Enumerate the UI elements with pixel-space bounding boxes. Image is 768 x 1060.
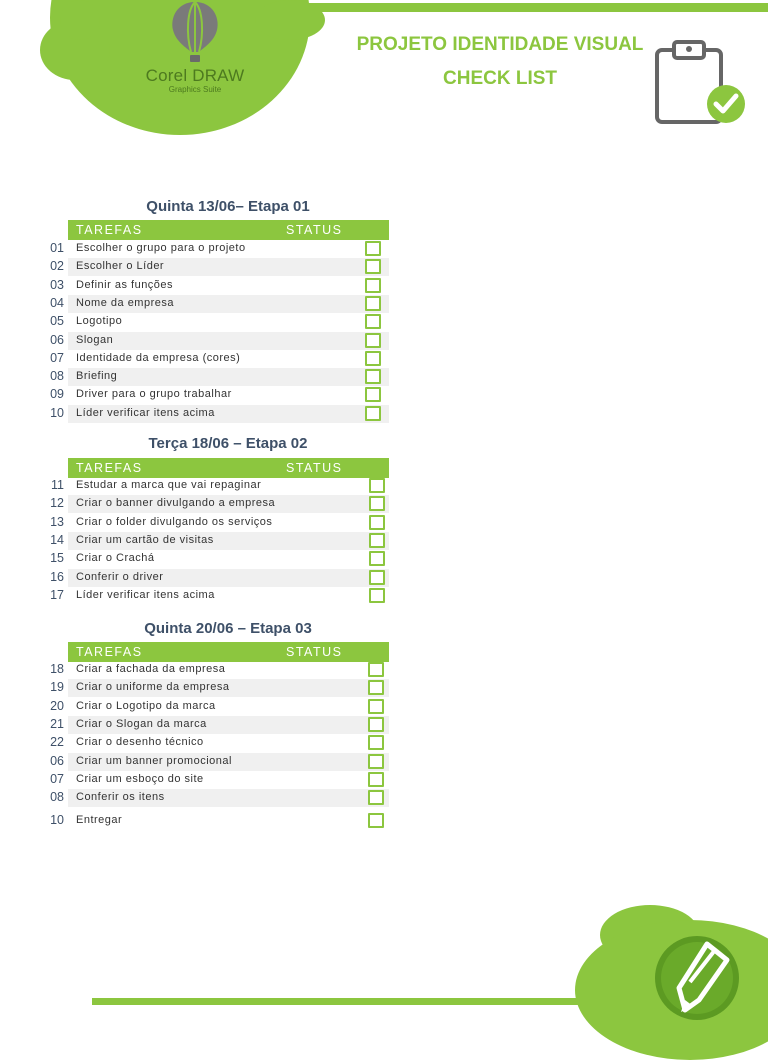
status-checkbox[interactable] <box>369 515 385 530</box>
table-row <box>0 789 390 807</box>
table-row <box>0 514 390 532</box>
task-number: 06 <box>50 753 64 768</box>
status-checkbox[interactable] <box>365 369 381 384</box>
table-row <box>0 698 390 716</box>
table-row <box>0 313 390 331</box>
task-label: Criar o Crachá <box>76 552 155 565</box>
table-row <box>0 812 390 830</box>
table-row <box>0 332 390 350</box>
table-row <box>0 295 390 313</box>
task-number: 01 <box>50 241 64 255</box>
task-label: Criar o folder divulgando os serviços <box>76 515 273 528</box>
tasks-column-header: TAREFAS <box>76 461 143 475</box>
table-row <box>0 679 390 697</box>
task-number: 16 <box>50 569 64 584</box>
task-cell <box>68 386 389 404</box>
task-cell <box>68 587 389 605</box>
corel-draw-logo <box>120 0 270 110</box>
task-number: 20 <box>50 698 64 713</box>
section-2-table-header <box>68 458 389 478</box>
task-cell <box>68 477 389 495</box>
task-cell <box>68 532 389 550</box>
task-cell <box>68 716 389 734</box>
task-label: Líder verificar itens acima <box>76 406 215 419</box>
balloon-icon <box>167 0 223 64</box>
task-label: Conferir os itens <box>76 791 165 804</box>
top-accent-bar <box>300 3 768 12</box>
task-number: 05 <box>50 314 64 329</box>
task-label: Entregar <box>76 814 123 827</box>
table-row <box>0 753 390 771</box>
table-row <box>0 532 390 550</box>
page-title-line2: CHECK LIST <box>443 68 557 89</box>
task-number: 13 <box>50 514 64 529</box>
status-checkbox[interactable] <box>368 772 384 787</box>
task-cell <box>68 277 389 295</box>
task-number: 10 <box>50 813 64 828</box>
table-row <box>0 258 390 276</box>
task-cell <box>68 313 389 331</box>
task-number: 22 <box>50 735 64 750</box>
task-cell <box>68 679 389 697</box>
table-row <box>0 368 390 386</box>
task-label: Criar a fachada da empresa <box>76 663 226 675</box>
task-label: Driver para o grupo trabalhar <box>76 388 232 401</box>
status-checkbox[interactable] <box>365 296 381 311</box>
table-row <box>0 550 390 568</box>
task-number: 15 <box>50 551 64 566</box>
task-number: 17 <box>50 587 64 602</box>
status-checkbox[interactable] <box>365 387 381 402</box>
table-row <box>0 277 390 295</box>
page-title-line1: PROJETO IDENTIDADE VISUAL <box>356 34 644 55</box>
table-row <box>0 569 390 587</box>
task-cell <box>68 550 389 568</box>
task-label: Criar um cartão de visitas <box>76 533 214 546</box>
status-checkbox[interactable] <box>368 699 384 714</box>
status-checkbox[interactable] <box>369 551 385 566</box>
task-number: 21 <box>50 716 64 731</box>
task-number: 08 <box>50 369 64 384</box>
task-label: Escolher o Líder <box>76 260 165 273</box>
task-number: 08 <box>50 790 64 805</box>
section-2-title: Terça 18/06 – Etapa 02 <box>148 435 308 452</box>
task-cell <box>68 368 389 386</box>
task-cell <box>68 405 389 423</box>
status-column-header: STATUS <box>286 223 343 237</box>
task-number: 09 <box>50 387 64 402</box>
task-label: Criar o uniforme da empresa <box>76 681 230 694</box>
task-label: Slogan <box>76 333 114 346</box>
task-cell <box>68 495 389 513</box>
task-number: 03 <box>50 277 64 292</box>
status-checkbox[interactable] <box>365 259 381 274</box>
pen-nib-icon <box>645 930 750 1020</box>
bottom-accent-bar <box>92 998 612 1005</box>
section-1-title: Quinta 13/06– Etapa 01 <box>146 198 310 215</box>
task-number: 18 <box>50 662 64 676</box>
task-number: 11 <box>51 478 64 492</box>
status-checkbox[interactable] <box>369 570 385 585</box>
task-cell <box>68 698 389 716</box>
table-row <box>0 495 390 513</box>
task-label: Criar o desenho técnico <box>76 736 204 749</box>
task-label: Logotipo <box>76 315 123 328</box>
task-cell <box>68 771 389 789</box>
table-row <box>0 405 390 423</box>
table-row <box>0 386 390 404</box>
logo-subtitle: Graphics Suite <box>168 85 222 94</box>
section-3-title: Quinta 20/06 – Etapa 03 <box>144 620 312 637</box>
task-number: 07 <box>50 350 64 365</box>
task-label: Criar o Logotipo da marca <box>76 699 216 712</box>
task-label: Criar o Slogan da marca <box>76 717 207 730</box>
header-green-splash-small <box>60 0 100 40</box>
task-number: 12 <box>50 496 64 511</box>
status-checkbox[interactable] <box>365 314 381 329</box>
task-cell <box>68 569 389 587</box>
status-checkbox[interactable] <box>368 790 384 805</box>
task-cell <box>68 295 389 313</box>
status-checkbox[interactable] <box>368 662 384 677</box>
status-checkbox[interactable] <box>369 496 385 511</box>
task-cell <box>68 812 389 830</box>
table-row <box>0 350 390 368</box>
task-label: Criar um banner promocional <box>76 754 232 767</box>
task-number: 10 <box>50 405 64 420</box>
status-checkbox[interactable] <box>365 278 381 293</box>
status-checkbox[interactable] <box>369 533 385 548</box>
task-number: 19 <box>50 680 64 695</box>
task-cell <box>68 734 389 752</box>
task-cell <box>68 350 389 368</box>
status-checkbox[interactable] <box>369 588 385 603</box>
task-label: Identidade da empresa (cores) <box>76 351 241 364</box>
task-label: Líder verificar itens acima <box>76 588 215 601</box>
task-number: 06 <box>50 332 64 347</box>
status-checkbox[interactable] <box>365 406 381 421</box>
status-checkbox[interactable] <box>365 241 381 256</box>
task-cell <box>68 514 389 532</box>
table-row <box>0 240 390 258</box>
status-checkbox[interactable] <box>365 333 381 348</box>
table-row <box>0 477 390 495</box>
status-checkbox[interactable] <box>368 717 384 732</box>
logo-title: Corel DRAW <box>145 66 245 85</box>
task-label: Criar o banner divulgando a empresa <box>76 497 276 510</box>
table-row <box>0 661 390 679</box>
task-number: 02 <box>50 259 64 274</box>
task-label: Briefing <box>76 370 118 383</box>
task-cell <box>68 258 389 276</box>
task-cell <box>68 789 389 807</box>
table-row <box>0 771 390 789</box>
status-checkbox[interactable] <box>368 813 384 828</box>
task-label: Definir as funções <box>76 278 174 291</box>
table-row <box>0 587 390 605</box>
section-1-table-header <box>68 220 389 240</box>
section-3-table-header <box>68 642 389 662</box>
task-number: 07 <box>50 771 64 786</box>
clipboard-check-icon <box>650 38 750 128</box>
status-checkbox[interactable] <box>365 351 381 366</box>
status-checkbox[interactable] <box>368 680 384 695</box>
task-label: Estudar a marca que vai repaginar <box>76 479 262 491</box>
status-column-header: STATUS <box>286 461 343 475</box>
task-cell <box>68 240 389 258</box>
status-checkbox[interactable] <box>369 478 385 493</box>
task-cell <box>68 332 389 350</box>
task-cell <box>68 753 389 771</box>
task-label: Conferir o driver <box>76 570 164 583</box>
task-label: Escolher o grupo para o projeto <box>76 242 246 254</box>
table-row <box>0 716 390 734</box>
task-number: 04 <box>50 295 64 310</box>
task-label: Criar um esboço do site <box>76 772 204 785</box>
tasks-column-header: TAREFAS <box>76 645 143 659</box>
table-row <box>0 734 390 752</box>
tasks-column-header: TAREFAS <box>76 223 143 237</box>
status-checkbox[interactable] <box>368 754 384 769</box>
task-label: Nome da empresa <box>76 296 174 309</box>
task-number: 14 <box>50 532 64 547</box>
status-checkbox[interactable] <box>368 735 384 750</box>
task-cell <box>68 661 389 679</box>
status-column-header: STATUS <box>286 645 343 659</box>
